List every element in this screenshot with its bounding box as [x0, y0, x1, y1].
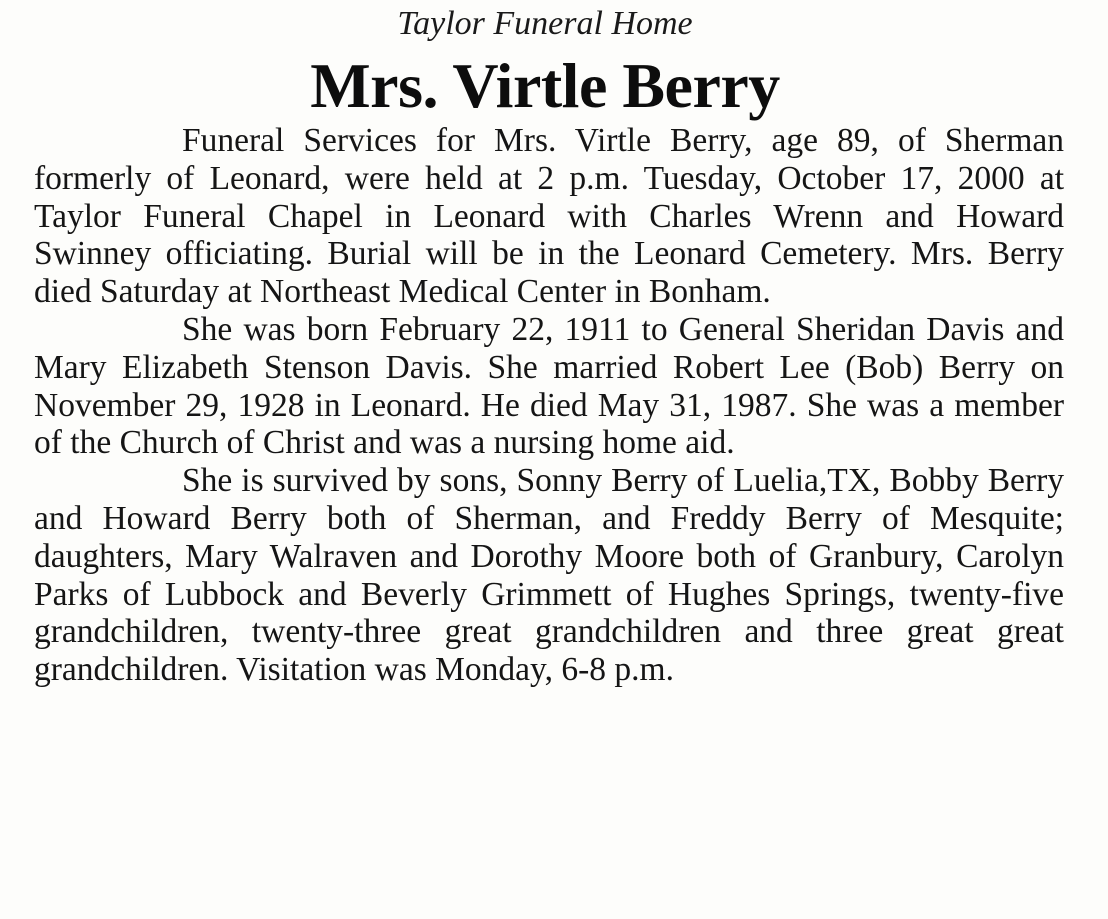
- funeral-home-heading: Taylor Funeral Home: [397, 5, 693, 42]
- biography-paragraph: She was born February 22, 1911 to General Sheridan Davis and Mary Elizabeth Stenson Davis. She married Robert Lee (Bob) Berry on November 29, 1928 in Leonard. He died May 31, 1987. She was a member of the Church of Christ and was a nursing home aid.: [34, 310, 1064, 462]
- deceased-name-title: Mrs. Virtle Berry: [310, 50, 780, 121]
- services-paragraph: Funeral Services for Mrs. Virtle Berry, age 89, of Sherman formerly of Leonard, were held at 2 p.m. Tuesday, October 17, 2000 at Taylor Funeral Chapel in Leonard with Charles Wrenn and Howard Swinney officiating. Burial will be in the Leonard Cemetery. Mrs. Berry died Saturday at Northeast Medical Center in Bonham.: [34, 122, 1064, 311]
- obituary-body: [34, 122, 1064, 689]
- survivors-paragraph: She is survived by sons, Sonny Berry of Luelia,TX, Bobby Berry and Howard Berry both of Sherman, and Freddy Berry of Mesquite; daughters, Mary Walraven and Dorothy Moore both of Granbury, Carolyn Parks of Lubbock and Beverly Grimmett of Hughes Springs, twenty-five grandchildren, twenty-three great grandchildren and three great great grandchildren. Visitation was Monday, 6-8 p.m.: [34, 462, 1064, 689]
